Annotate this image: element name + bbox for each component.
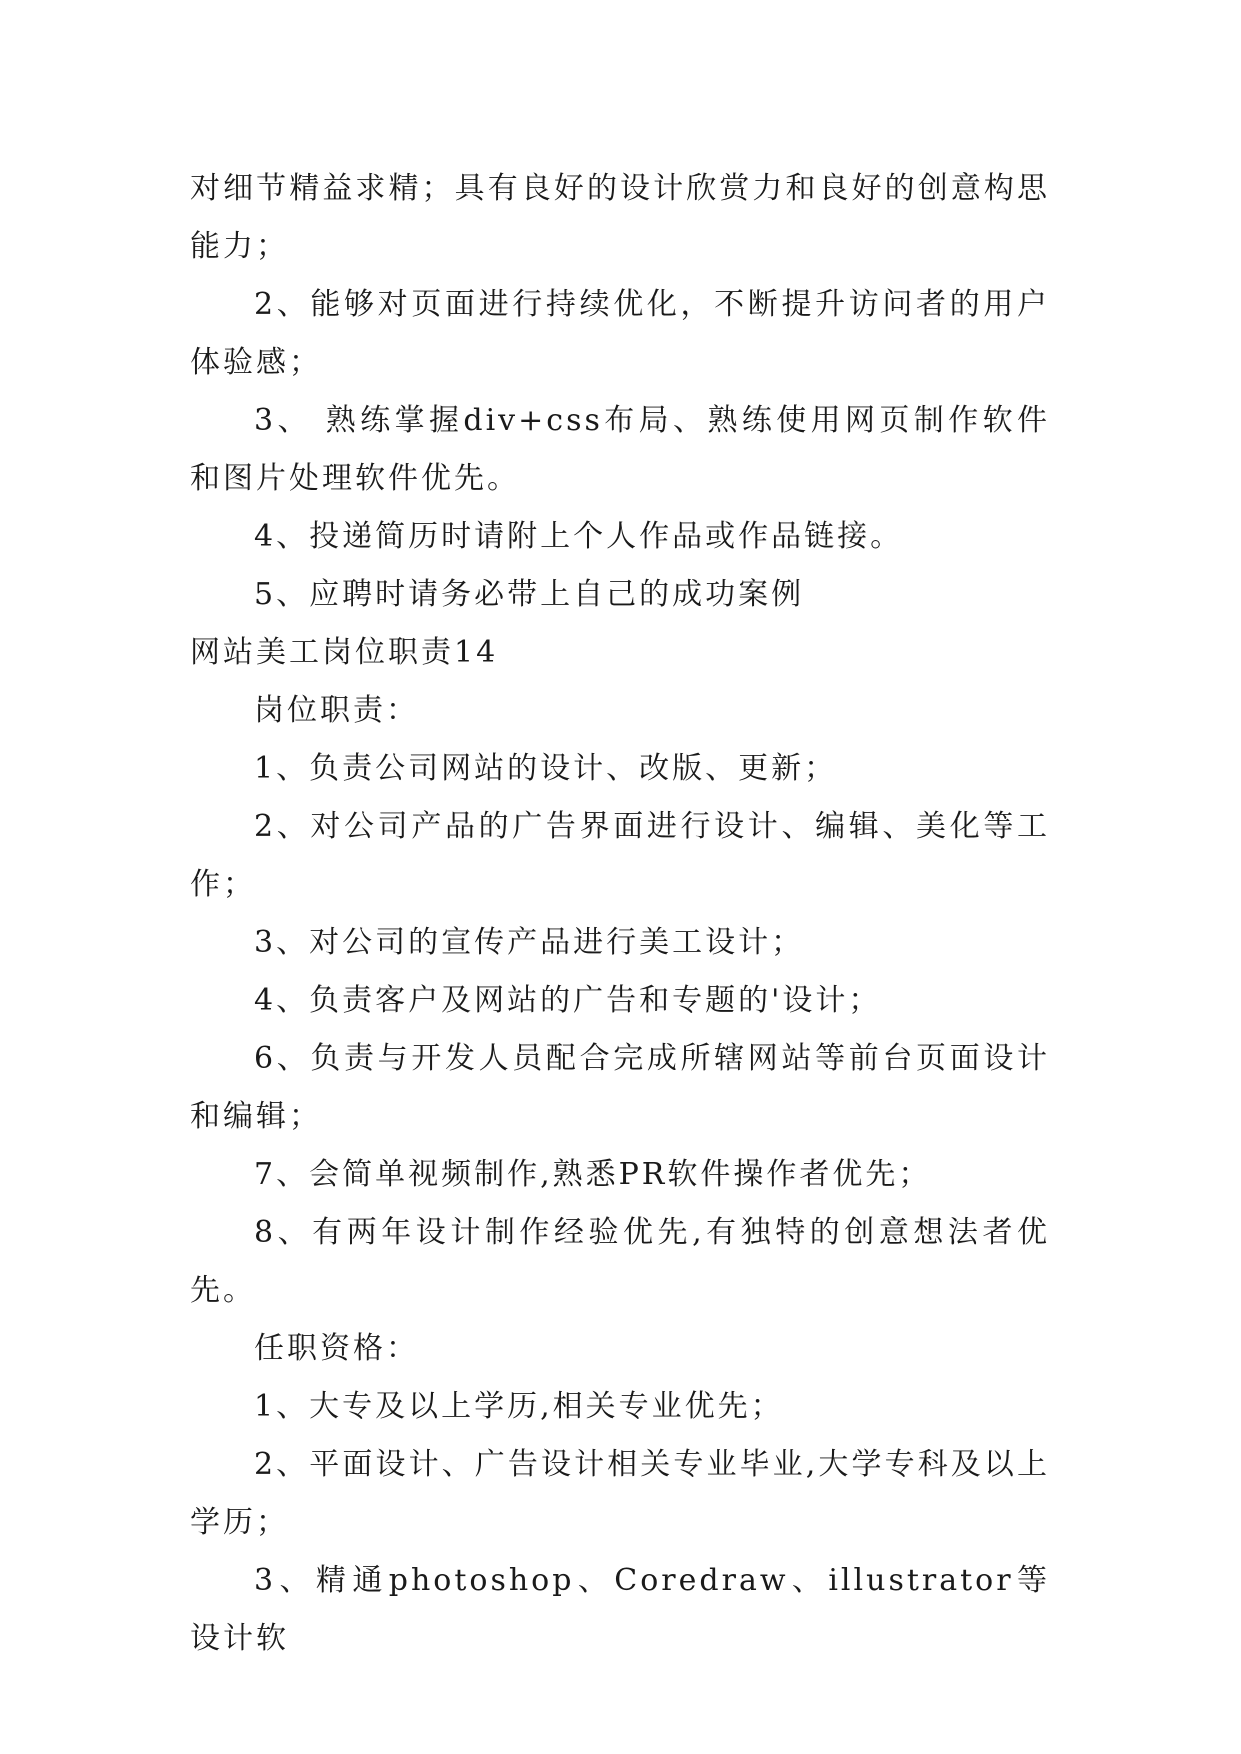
paragraph-continuation: 对细节精益求精；具有良好的设计欣赏力和良好的创意构思能力； — [190, 171, 1050, 264]
subheading-duties: 岗位职责： — [254, 693, 419, 728]
duty-item-7: 7、会简单视频制作,熟悉PR软件操作者优先； — [254, 1157, 932, 1192]
paragraph-requirement-3: 3、 熟练掌握div+css布局、熟练使用网页制作软件和图片处理软件优先。 — [190, 403, 1050, 496]
duty-item-1: 1、负责公司网站的设计、改版、更新； — [254, 751, 838, 786]
qualification-item-1: 1、大专及以上学历,相关专业优先； — [254, 1389, 784, 1424]
duty-item-8: 8、有两年设计制作经验优先,有独特的创意想法者优先。 — [190, 1215, 1050, 1308]
subheading-qualifications: 任职资格： — [254, 1331, 419, 1366]
document-body — [190, 160, 1050, 1668]
duty-item-2: 2、对公司产品的广告界面进行设计、编辑、美化等工作； — [190, 809, 1050, 902]
section-heading: 网站美工岗位职责14 — [190, 635, 499, 670]
paragraph-requirement-2: 2、能够对页面进行持续优化，不断提升访问者的用户体验感； — [190, 287, 1050, 380]
duty-item-6: 6、负责与开发人员配合完成所辖网站等前台页面设计和编辑； — [190, 1041, 1050, 1134]
paragraph-requirement-5: 5、应聘时请务必带上自己的成功案例 — [254, 577, 805, 612]
paragraph-requirement-4: 4、投递简历时请附上个人作品或作品链接。 — [254, 519, 904, 554]
duty-item-3: 3、对公司的宣传产品进行美工设计； — [254, 925, 805, 960]
duty-item-4: 4、负责客户及网站的广告和专题的'设计； — [254, 983, 882, 1018]
qualification-item-2: 2、平面设计、广告设计相关专业毕业,大学专科及以上学历； — [190, 1447, 1050, 1540]
qualification-item-3: 3、精通photoshop、Coredraw、illustrator等设计软 — [190, 1563, 1050, 1656]
